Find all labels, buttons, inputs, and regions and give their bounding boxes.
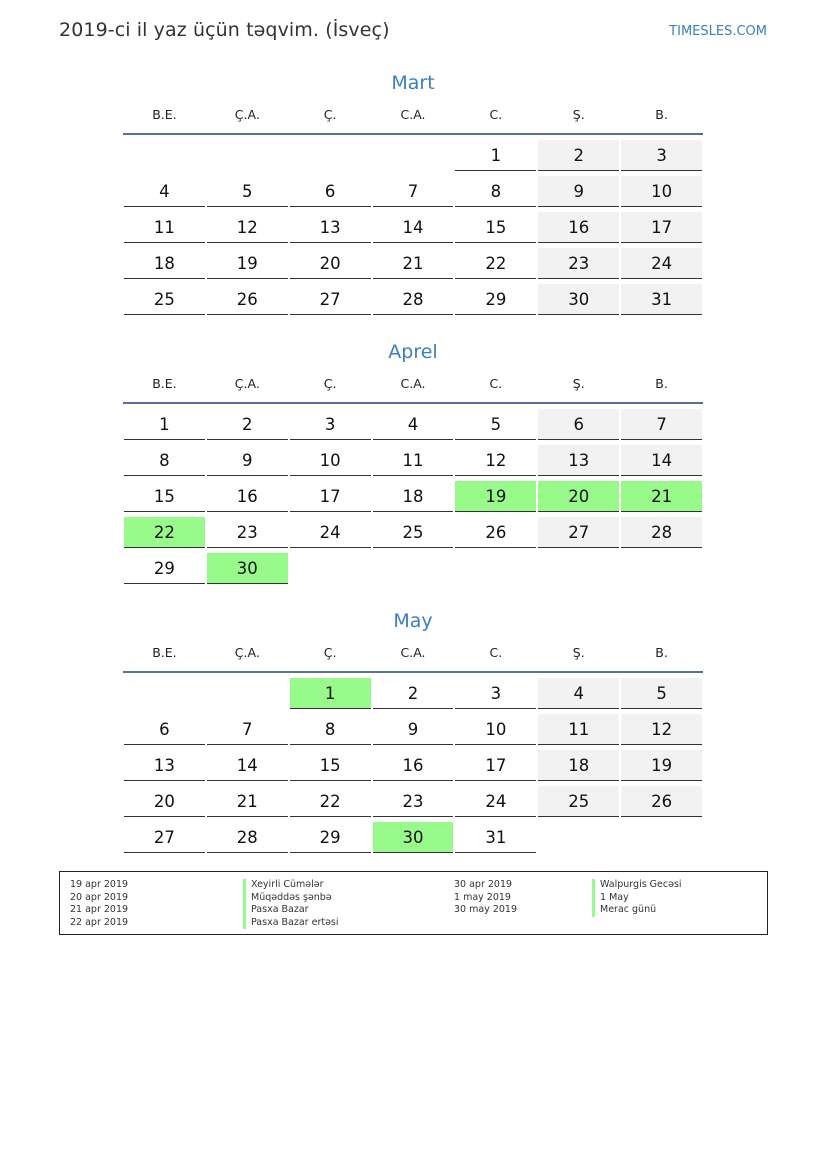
weekday-label: B.E. xyxy=(152,376,177,391)
day-number: 4 xyxy=(124,176,205,207)
weekday-label: B. xyxy=(655,107,668,122)
day-cell xyxy=(372,176,455,212)
day-cell xyxy=(123,409,206,445)
day-number: 26 xyxy=(207,284,288,315)
day-number: 29 xyxy=(290,822,371,853)
day-number: 22 xyxy=(290,786,371,817)
day-number: 7 xyxy=(207,714,288,745)
day-number: 16 xyxy=(373,750,454,781)
day-cell xyxy=(454,822,537,858)
day-cell xyxy=(289,176,372,212)
day-cell xyxy=(372,678,455,714)
day-cell xyxy=(123,517,206,553)
day-number: 3 xyxy=(455,678,536,709)
day-number xyxy=(621,822,702,852)
day-number xyxy=(538,553,619,583)
day-number: 5 xyxy=(455,409,536,440)
weekday-label: C.A. xyxy=(400,645,426,660)
day-number: 14 xyxy=(373,212,454,243)
day-number: 21 xyxy=(373,248,454,279)
day-cell xyxy=(454,212,537,248)
day-number: 2 xyxy=(207,409,288,440)
day-number: 10 xyxy=(455,714,536,745)
day-number: 9 xyxy=(207,445,288,476)
day-cell xyxy=(289,517,372,553)
day-number: 24 xyxy=(455,786,536,817)
day-number: 1 xyxy=(455,140,536,171)
day-cell xyxy=(454,409,537,445)
day-number: 9 xyxy=(373,714,454,745)
day-number: 28 xyxy=(373,284,454,315)
day-number xyxy=(538,822,619,852)
day-number: 20 xyxy=(124,786,205,817)
day-number: 19 xyxy=(455,481,536,512)
day-number: 17 xyxy=(290,481,371,512)
day-number: 7 xyxy=(621,409,702,440)
day-cell xyxy=(123,176,206,212)
day-cell xyxy=(123,481,206,517)
day-number: 22 xyxy=(124,517,205,548)
day-cell xyxy=(206,284,289,320)
day-cell xyxy=(123,445,206,481)
day-number: 24 xyxy=(290,517,371,548)
day-cell xyxy=(206,553,289,589)
day-cell xyxy=(620,445,703,481)
day-number: 15 xyxy=(290,750,371,781)
day-number: 27 xyxy=(538,517,619,548)
day-number: 23 xyxy=(207,517,288,548)
day-cell xyxy=(372,517,455,553)
week-row xyxy=(123,517,703,553)
day-number: 4 xyxy=(373,409,454,440)
weekday-header xyxy=(123,373,703,404)
legend-holiday-name: Müqəddəs şənbə xyxy=(243,892,339,905)
day-number: 20 xyxy=(290,248,371,279)
day-number xyxy=(455,553,536,583)
day-cell xyxy=(289,786,372,822)
day-cell xyxy=(123,248,206,284)
week-row xyxy=(123,284,703,320)
day-cell xyxy=(123,822,206,858)
day-number: 11 xyxy=(538,714,619,745)
weekday-label: C. xyxy=(489,376,503,391)
day-cell xyxy=(454,678,537,714)
day-number: 21 xyxy=(207,786,288,817)
day-number: 27 xyxy=(124,822,205,853)
empty-cell xyxy=(206,140,289,176)
day-cell xyxy=(537,284,620,320)
day-cell xyxy=(454,284,537,320)
day-cell xyxy=(620,786,703,822)
day-cell xyxy=(289,822,372,858)
day-number: 13 xyxy=(124,750,205,781)
empty-cell xyxy=(289,553,372,589)
week-row xyxy=(123,212,703,248)
day-number: 14 xyxy=(207,750,288,781)
week-row xyxy=(123,786,703,822)
legend-date: 30 may 2019 xyxy=(454,904,518,915)
day-cell xyxy=(206,481,289,517)
day-number: 15 xyxy=(124,481,205,512)
month-mart xyxy=(123,70,703,320)
day-cell xyxy=(454,750,537,786)
day-cell xyxy=(372,786,455,822)
day-cell xyxy=(123,714,206,750)
weekday-label: Ç.A. xyxy=(234,645,260,660)
week-row xyxy=(123,140,703,176)
day-number: 6 xyxy=(538,409,619,440)
day-number xyxy=(290,140,371,170)
day-number: 23 xyxy=(373,786,454,817)
day-cell xyxy=(537,248,620,284)
day-number: 30 xyxy=(373,822,454,853)
empty-cell xyxy=(537,822,620,858)
week-row xyxy=(123,481,703,517)
day-number: 6 xyxy=(290,176,371,207)
day-cell xyxy=(372,481,455,517)
legend-date: 30 apr 2019 xyxy=(454,879,513,890)
legend-dates xyxy=(70,879,128,929)
weekday-label: Ç. xyxy=(323,107,337,122)
weekday-label: C.A. xyxy=(400,376,426,391)
day-cell xyxy=(206,445,289,481)
legend-dates xyxy=(454,879,517,917)
day-cell xyxy=(620,212,703,248)
holiday-legend xyxy=(59,871,768,935)
day-number: 15 xyxy=(455,212,536,243)
weekday-label: Ç.A. xyxy=(234,376,260,391)
day-cell xyxy=(289,212,372,248)
legend-holiday-name: Xeyirli Cümələr xyxy=(243,879,339,892)
legend-holiday-name: Merac günü xyxy=(592,904,682,917)
day-number: 25 xyxy=(373,517,454,548)
day-number: 2 xyxy=(538,140,619,171)
day-number: 29 xyxy=(455,284,536,315)
day-cell xyxy=(620,678,703,714)
day-cell xyxy=(620,481,703,517)
day-cell xyxy=(620,248,703,284)
day-number: 11 xyxy=(373,445,454,476)
weekday-label: B.E. xyxy=(152,645,177,660)
day-cell xyxy=(372,750,455,786)
day-number: 18 xyxy=(373,481,454,512)
day-cell xyxy=(372,822,455,858)
day-cell xyxy=(620,714,703,750)
empty-cell xyxy=(537,553,620,589)
day-cell xyxy=(372,714,455,750)
day-cell xyxy=(620,140,703,176)
day-cell xyxy=(289,284,372,320)
legend-names xyxy=(243,879,339,929)
day-number: 20 xyxy=(538,481,619,512)
day-number: 10 xyxy=(290,445,371,476)
day-cell xyxy=(123,284,206,320)
day-cell xyxy=(537,678,620,714)
day-cell xyxy=(206,750,289,786)
empty-cell xyxy=(123,140,206,176)
legend-holiday-name: 1 May xyxy=(592,892,682,905)
day-number: 19 xyxy=(207,248,288,279)
day-number: 10 xyxy=(621,176,702,207)
weekday-label: C. xyxy=(489,645,503,660)
day-cell xyxy=(206,786,289,822)
weekday-label: Ç. xyxy=(323,376,337,391)
legend-names xyxy=(592,879,682,917)
day-number: 31 xyxy=(455,822,536,853)
empty-cell xyxy=(372,553,455,589)
weekday-label: Ş. xyxy=(572,645,585,660)
day-cell xyxy=(289,445,372,481)
legend-date: 20 apr 2019 xyxy=(70,891,129,903)
week-row xyxy=(123,176,703,212)
day-cell xyxy=(537,176,620,212)
day-cell xyxy=(454,248,537,284)
legend-holiday-name: Pasxa Bazar ertəsi xyxy=(243,917,339,930)
day-cell xyxy=(372,212,455,248)
day-number: 4 xyxy=(538,678,619,709)
week-row xyxy=(123,822,703,858)
day-cell xyxy=(620,750,703,786)
day-number: 3 xyxy=(290,409,371,440)
day-number: 24 xyxy=(621,248,702,279)
weekday-label: Ş. xyxy=(572,376,585,391)
day-number xyxy=(207,140,288,170)
day-number xyxy=(290,553,371,583)
day-number xyxy=(207,678,288,708)
legend-date: 19 apr 2019 xyxy=(70,879,129,890)
day-number: 9 xyxy=(538,176,619,207)
legend-date: 1 may 2019 xyxy=(454,891,511,903)
day-number: 1 xyxy=(124,409,205,440)
day-number: 18 xyxy=(124,248,205,279)
day-cell xyxy=(454,176,537,212)
day-cell xyxy=(123,212,206,248)
day-number: 27 xyxy=(290,284,371,315)
day-number: 6 xyxy=(124,714,205,745)
day-cell xyxy=(454,481,537,517)
legend-holiday-name: Walpurgis Gecəsi xyxy=(592,879,682,892)
weekday-label: B. xyxy=(655,376,668,391)
legend-date: 22 apr 2019 xyxy=(70,916,129,928)
day-number: 22 xyxy=(455,248,536,279)
day-cell xyxy=(123,750,206,786)
weekday-label: Ş. xyxy=(572,107,585,122)
day-number: 29 xyxy=(124,553,205,584)
day-number: 26 xyxy=(621,786,702,817)
page-title: 2019-ci il yaz üçün təqvim. (İsveç) xyxy=(59,19,390,41)
day-cell xyxy=(372,445,455,481)
day-cell xyxy=(537,517,620,553)
weekday-header xyxy=(123,104,703,135)
day-cell xyxy=(372,409,455,445)
day-number: 23 xyxy=(538,248,619,279)
day-cell xyxy=(454,786,537,822)
weekday-header xyxy=(123,642,703,673)
day-number: 2 xyxy=(373,678,454,709)
day-cell xyxy=(289,714,372,750)
day-cell xyxy=(289,481,372,517)
empty-cell xyxy=(123,678,206,714)
day-number: 30 xyxy=(207,553,288,584)
day-number xyxy=(621,553,702,583)
site-link[interactable]: TIMESLES.COM xyxy=(669,24,767,39)
day-cell xyxy=(537,445,620,481)
day-cell xyxy=(289,750,372,786)
empty-cell xyxy=(620,553,703,589)
week-row xyxy=(123,750,703,786)
day-number: 14 xyxy=(621,445,702,476)
day-number: 17 xyxy=(455,750,536,781)
weekday-label: B. xyxy=(655,645,668,660)
day-number: 8 xyxy=(124,445,205,476)
day-cell xyxy=(620,176,703,212)
day-number: 1 xyxy=(290,678,371,709)
day-number: 31 xyxy=(621,284,702,315)
empty-cell xyxy=(620,822,703,858)
day-number: 18 xyxy=(538,750,619,781)
month-name: Mart xyxy=(391,72,435,94)
legend-date: 21 apr 2019 xyxy=(70,904,129,915)
day-number xyxy=(124,140,205,170)
day-cell xyxy=(537,714,620,750)
month-name: May xyxy=(393,610,433,632)
day-number xyxy=(124,678,205,708)
empty-cell xyxy=(372,140,455,176)
day-cell xyxy=(206,212,289,248)
day-cell xyxy=(537,750,620,786)
day-number: 26 xyxy=(455,517,536,548)
day-number: 5 xyxy=(621,678,702,709)
day-cell xyxy=(454,517,537,553)
day-number: 25 xyxy=(538,786,619,817)
week-row xyxy=(123,678,703,714)
day-cell xyxy=(537,786,620,822)
day-number: 5 xyxy=(207,176,288,207)
day-number: 7 xyxy=(373,176,454,207)
day-number: 13 xyxy=(290,212,371,243)
month-may xyxy=(123,608,703,858)
day-number xyxy=(373,553,454,583)
day-cell xyxy=(537,481,620,517)
day-number: 12 xyxy=(455,445,536,476)
day-cell xyxy=(454,714,537,750)
day-cell xyxy=(620,517,703,553)
day-number: 25 xyxy=(124,284,205,315)
month-name: Aprel xyxy=(388,341,438,363)
day-cell xyxy=(454,140,537,176)
day-cell xyxy=(206,517,289,553)
day-cell xyxy=(620,409,703,445)
day-number: 13 xyxy=(538,445,619,476)
week-row xyxy=(123,248,703,284)
day-cell xyxy=(206,714,289,750)
month-aprel xyxy=(123,339,703,589)
week-row xyxy=(123,553,703,589)
week-row xyxy=(123,409,703,445)
empty-cell xyxy=(454,553,537,589)
week-row xyxy=(123,714,703,750)
day-number: 21 xyxy=(621,481,702,512)
day-cell xyxy=(206,409,289,445)
day-cell xyxy=(289,248,372,284)
legend-holiday-name: Pasxa Bazar xyxy=(243,904,339,917)
week-row xyxy=(123,445,703,481)
day-number: 3 xyxy=(621,140,702,171)
weekday-label: B.E. xyxy=(152,107,177,122)
day-number: 12 xyxy=(207,212,288,243)
day-number: 11 xyxy=(124,212,205,243)
day-cell xyxy=(206,822,289,858)
day-number: 17 xyxy=(621,212,702,243)
day-cell xyxy=(206,176,289,212)
day-number: 28 xyxy=(621,517,702,548)
weekday-label: Ç.A. xyxy=(234,107,260,122)
day-cell xyxy=(620,284,703,320)
weekday-label: Ç. xyxy=(323,645,337,660)
day-number: 28 xyxy=(207,822,288,853)
day-cell xyxy=(206,248,289,284)
empty-cell xyxy=(206,678,289,714)
day-cell xyxy=(454,445,537,481)
day-number: 12 xyxy=(621,714,702,745)
day-cell xyxy=(372,284,455,320)
day-cell xyxy=(123,553,206,589)
day-cell xyxy=(123,786,206,822)
day-number: 16 xyxy=(207,481,288,512)
day-number: 8 xyxy=(290,714,371,745)
day-cell xyxy=(537,212,620,248)
day-cell xyxy=(289,409,372,445)
day-number: 16 xyxy=(538,212,619,243)
day-number: 30 xyxy=(538,284,619,315)
day-number: 19 xyxy=(621,750,702,781)
day-number: 8 xyxy=(455,176,536,207)
day-cell xyxy=(537,140,620,176)
day-number xyxy=(373,140,454,170)
empty-cell xyxy=(289,140,372,176)
weekday-label: C. xyxy=(489,107,503,122)
day-cell xyxy=(537,409,620,445)
day-cell xyxy=(289,678,372,714)
weekday-label: C.A. xyxy=(400,107,426,122)
day-cell xyxy=(372,248,455,284)
